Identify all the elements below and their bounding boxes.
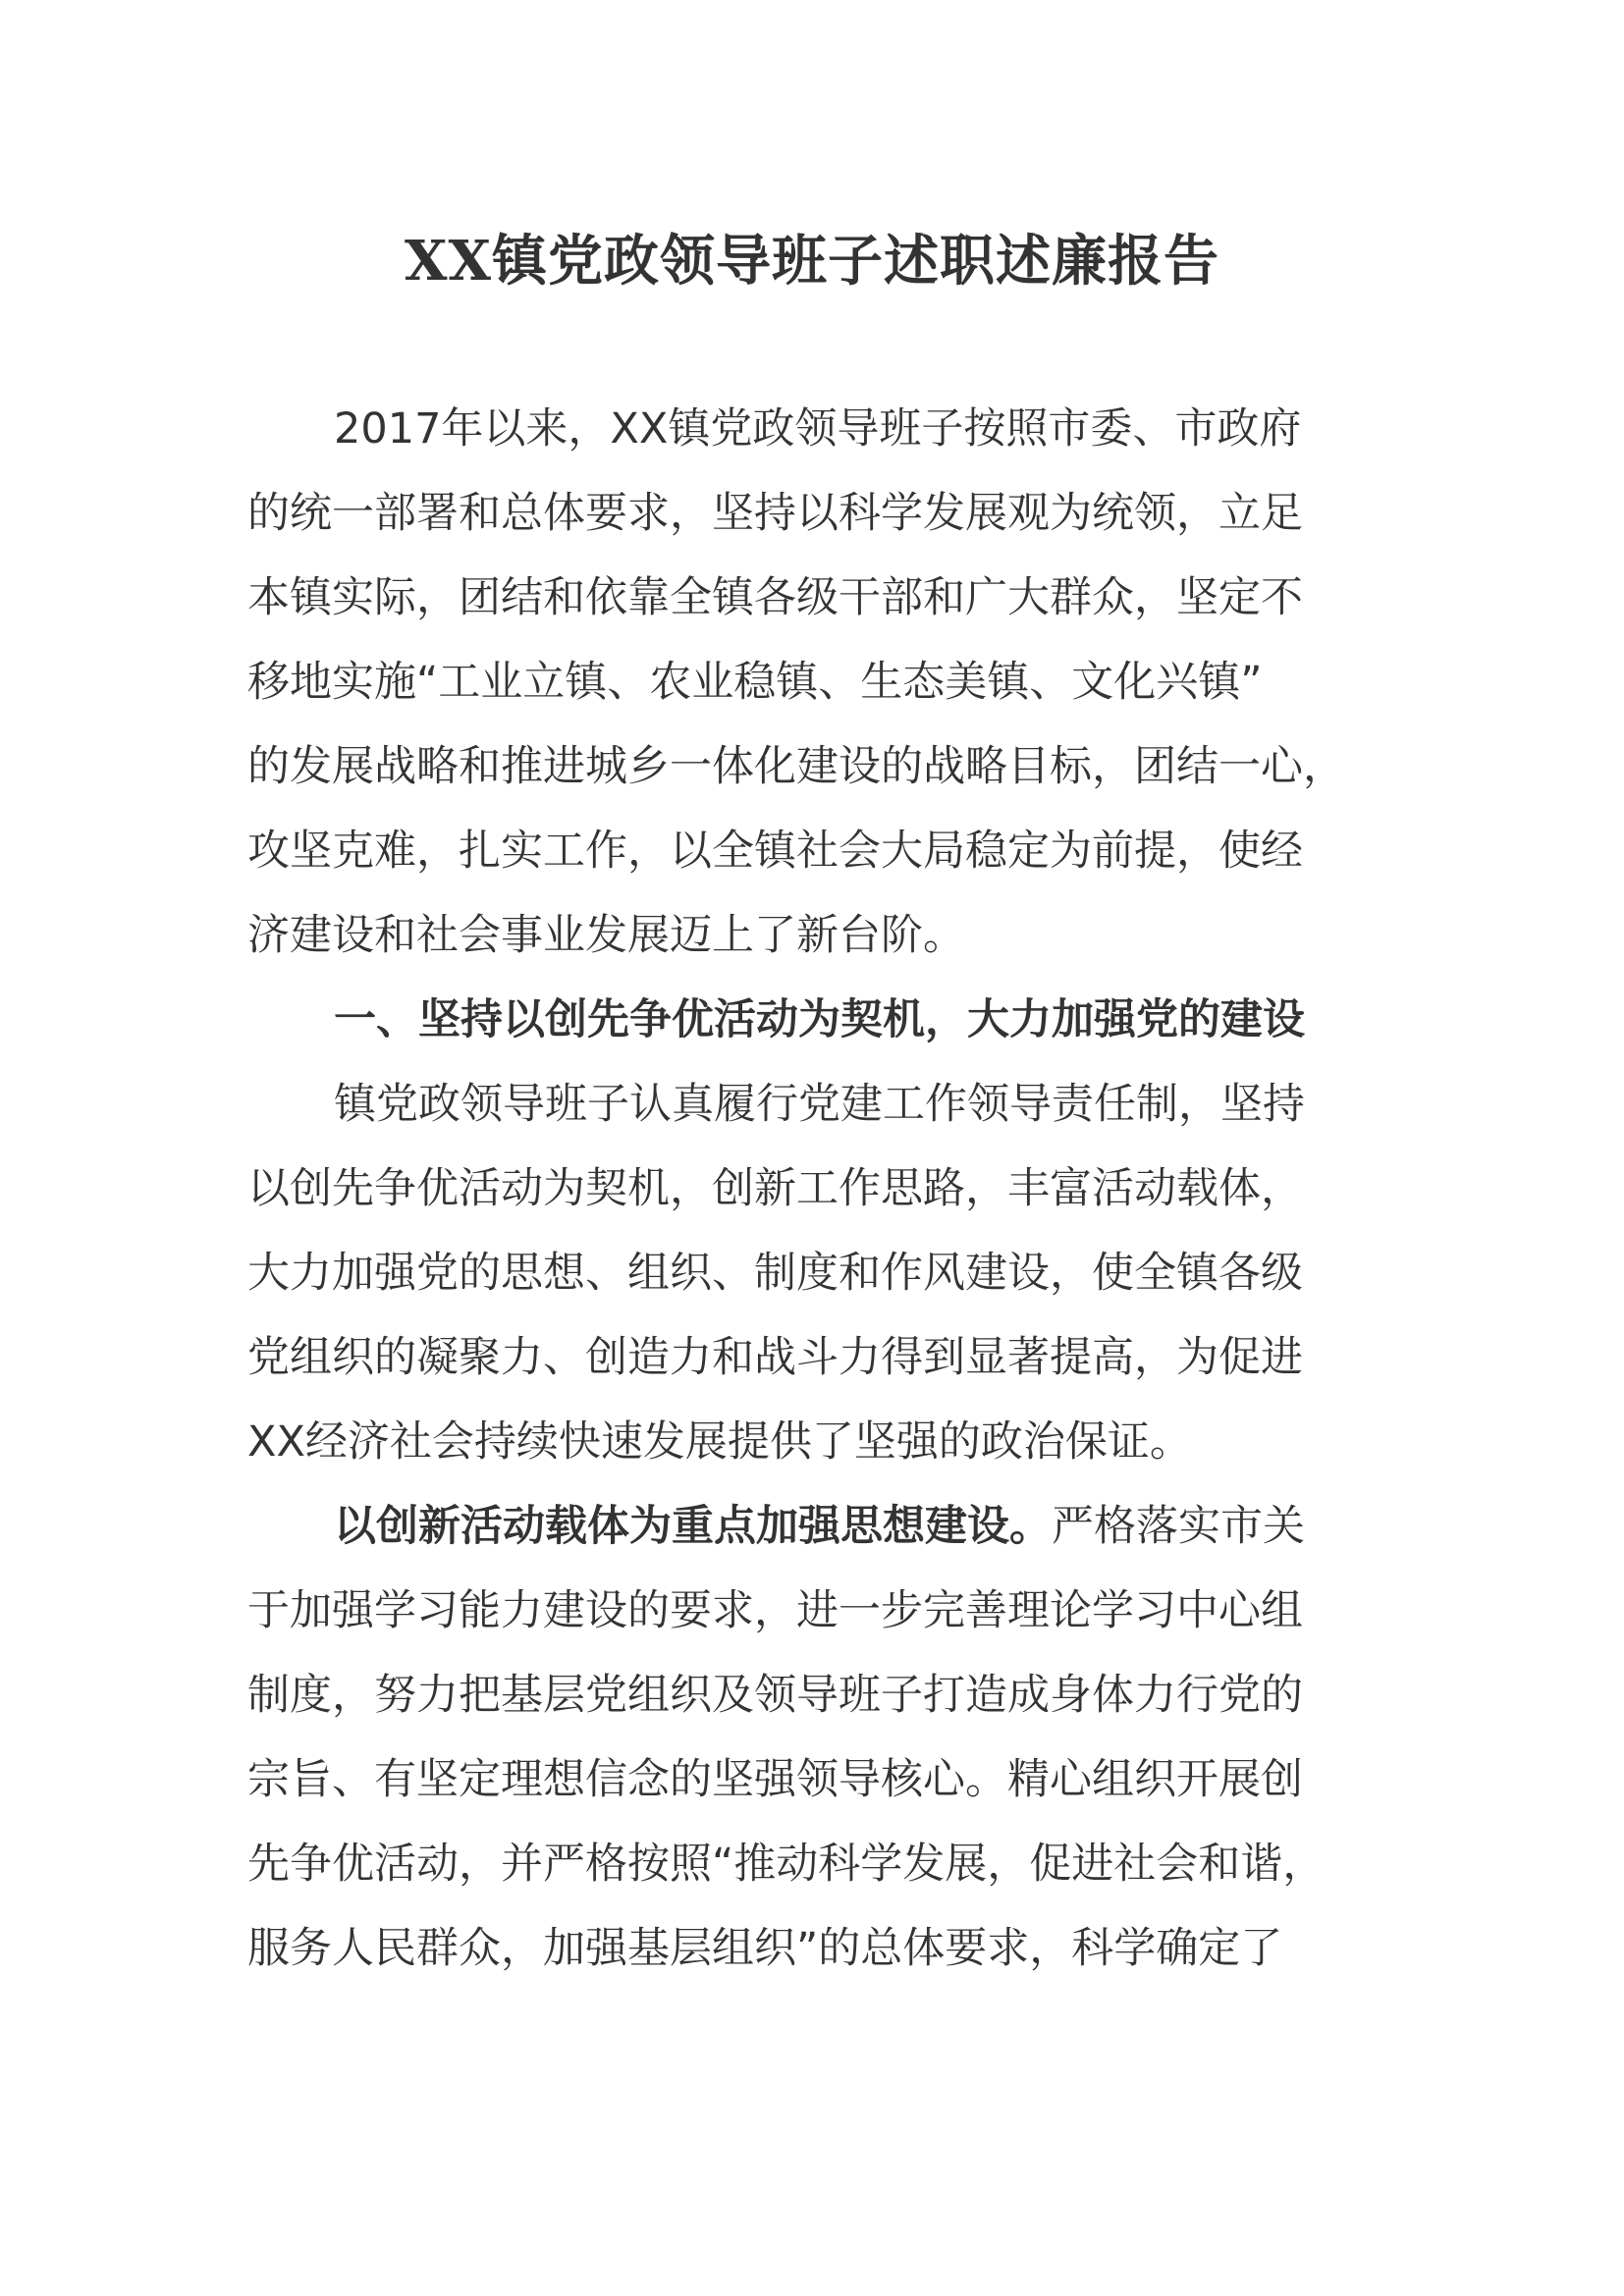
text-line: 宗旨、有坚定理想信念的坚强领导核心。精心组织开展创 — [247, 1755, 1303, 1804]
text-line: 大力加强党的思想、组织、制度和作风建设，使全镇各级 — [247, 1249, 1303, 1298]
text-line: 以创先争优活动为契机，创新工作思路，丰富活动载体， — [247, 1164, 1303, 1213]
text-line: 镇党政领导班子认真履行党建工作领导责任制，坚持 — [334, 1080, 1305, 1129]
text-line: 党组织的凝聚力、创造力和战斗力得到显著提高，为促进 — [247, 1333, 1303, 1382]
text-run: 严格落实市关 — [1052, 1502, 1305, 1551]
section-heading-1 — [247, 978, 1357, 1062]
text-line: 济建设和社会事业发展迈上了新台阶。 — [247, 911, 965, 960]
text-line: 的发展战略和推进城乡一体化建设的战略目标，团结一心， — [247, 742, 1345, 791]
bold-lead-sentence: 以创新活动载体为重点加强思想建设。 — [334, 1502, 1052, 1551]
text-line: 于加强学习能力建设的要求，进一步完善理论学习中心组 — [247, 1586, 1303, 1635]
text-line: 的统一部署和总体要求，坚持以科学发展观为统领，立足 — [247, 489, 1303, 538]
text-line: 本镇实际，团结和依靠全镇各级干部和广大群众，坚定不 — [247, 573, 1303, 622]
text-line: XX经济社会持续快速发展提供了坚强的政治保证。 — [247, 1417, 1192, 1467]
text-line: 服务人民群众，加强基层组织”的总体要求，科学确定了 — [247, 1924, 1283, 1973]
paragraph-party-building — [247, 1062, 1357, 1484]
text-line: 制度，努力把基层党组织及领导班子打造成身体力行党的 — [247, 1671, 1303, 1720]
text-line: 先争优活动，并严格按照“推动科学发展，促进社会和谐， — [247, 1840, 1326, 1889]
text-line: 2017年以来，XX镇党政领导班子按照市委、市政府 — [334, 404, 1302, 454]
text-line: 移地实施“工业立镇、农业稳镇、生态美镇、文化兴镇” — [247, 658, 1263, 707]
paragraph-intro — [247, 387, 1357, 978]
document-body — [247, 387, 1357, 1991]
section-heading-text: 一、坚持以创先争优活动为契机，大力加强党的建设 — [334, 995, 1305, 1044]
text-line: 攻坚克难，扎实工作，以全镇社会大局稳定为前提，使经 — [247, 827, 1303, 876]
text-line — [247, 1484, 1357, 1569]
document-title: XX镇党政领导班子述职述廉报告 — [405, 229, 1219, 294]
paragraph-ideological-building — [247, 1484, 1357, 1991]
